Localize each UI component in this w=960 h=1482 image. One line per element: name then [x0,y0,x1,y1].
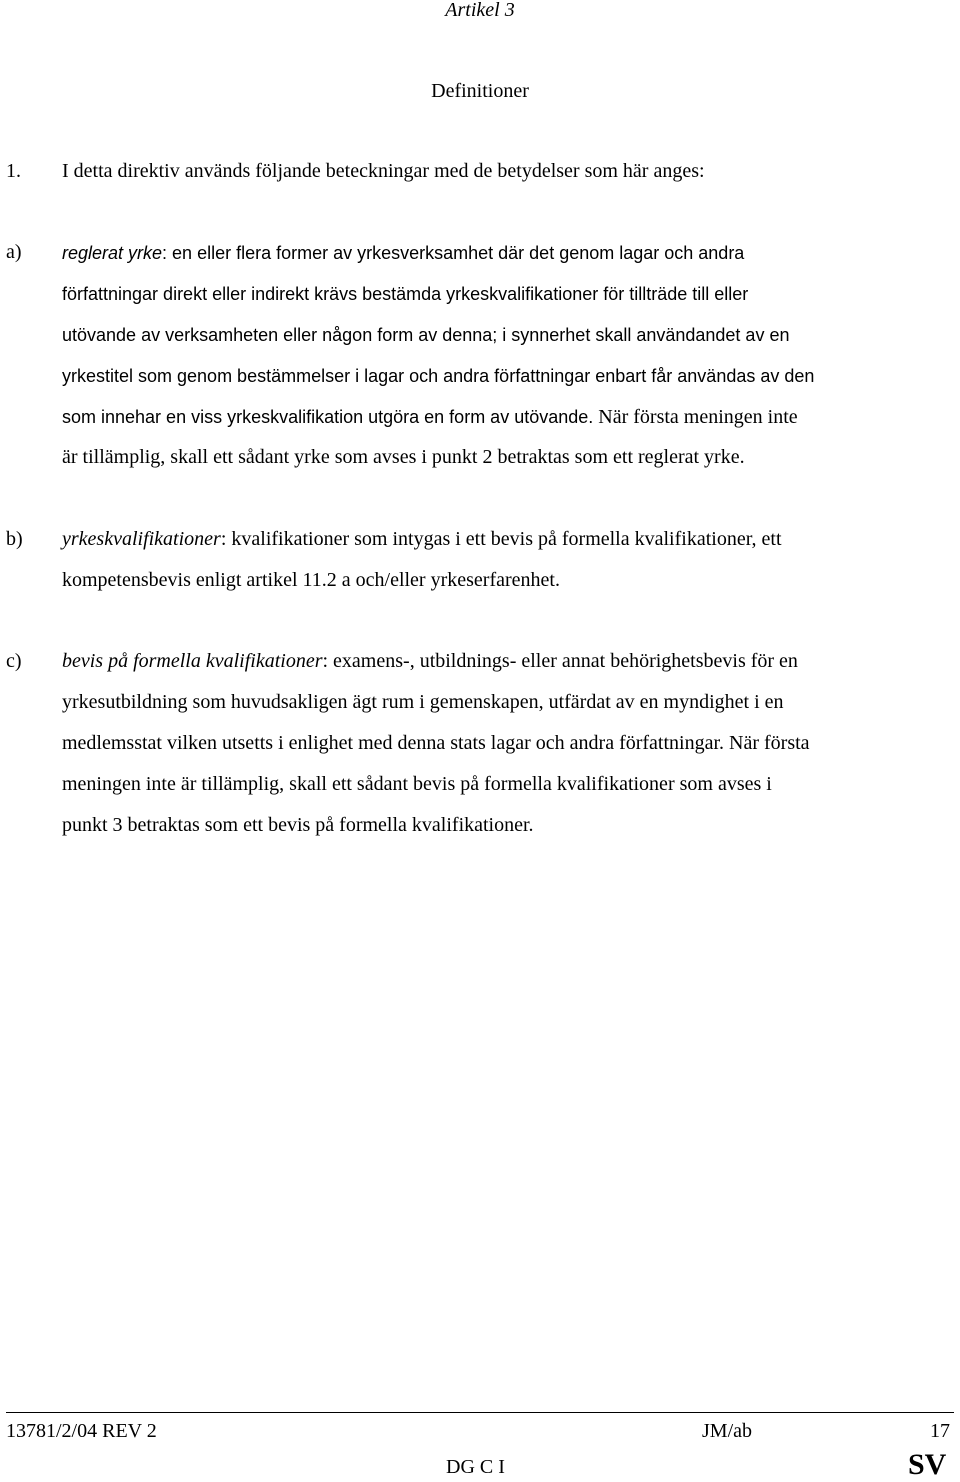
item-c-line-1 [62,650,798,673]
paragraph-intro-text: I detta direktiv används följande beteckningar med de betydelser som här anges: [62,160,705,182]
footer-document-reference: 13781/2/04 REV 2 [6,1420,157,1442]
section-title: Definitioner [431,80,529,102]
item-c-line-4: meningen inte är tillämplig, skall ett sådant bevis på formella kvalifikationer som avses i [62,773,772,795]
item-c-label: c) [6,650,22,672]
item-a-line-5-serif-text: När första meningen inte [593,406,798,428]
item-c-line-2: yrkesutbildning som huvudsakligen ägt rum i gemenskapen, utfärdat av en myndighet i en [62,691,784,713]
item-c-term: bevis på formella kvalifikationer [62,650,323,672]
item-a-line-6: är tillämplig, skall ett sådant yrke som avses i punkt 2 betraktas som ett reglerat yrke. [62,446,745,468]
article-heading: Artikel 3 [445,0,515,21]
item-c-line-3: medlemsstat vilken utsetts i enlighet med denna stats lagar och andra författningar. När första [62,732,810,754]
item-b-term: yrkeskvalifikationer [62,528,221,550]
item-b-line-1-text: : kvalifikationer som intygas i ett bevis på formella kvalifikationer, ett [220,528,782,550]
item-a-line-3: utövande av verksamheten eller någon form av denna; i synnerhet skall användandet av en [62,325,790,345]
item-a-line-1 [62,243,744,264]
item-a-line-1-text: : en eller flera former av yrkesverksamhet där det genom lagar och andra [162,243,745,263]
footer-initials: JM/ab [702,1420,752,1442]
item-a-term: reglerat yrke [62,243,163,263]
footer-rule [6,1412,954,1413]
item-a-label: a) [6,241,22,263]
footer-page-number: 17 [930,1420,950,1442]
item-b-line-1 [62,528,782,551]
item-a-line-5-sans-text: som innehar en viss yrkeskvalifikation utgöra en form av utövande. [62,407,594,427]
item-a-line-5 [62,406,798,429]
item-b-label: b) [6,528,23,550]
footer-language-code: SV [908,1448,947,1481]
item-c-line-1-text: : examens-, utbildnings- eller annat behörighetsbevis för en [322,650,798,672]
item-a-line-4: yrkestitel som genom bestämmelser i lagar och andra författningar enbart får användas av den [62,366,815,386]
item-a-line-2: författningar direkt eller indirekt krävs bestämda yrkeskvalifikationer för tillträde till eller [62,284,749,304]
item-c-line-5: punkt 3 betraktas som ett bevis på formella kvalifikationer. [62,814,534,836]
item-b-line-2: kompetensbevis enligt artikel 11.2 a och/eller yrkeserfarenhet. [62,569,560,591]
paragraph-number: 1. [6,160,21,182]
footer-directorate: DG C I [446,1456,505,1478]
